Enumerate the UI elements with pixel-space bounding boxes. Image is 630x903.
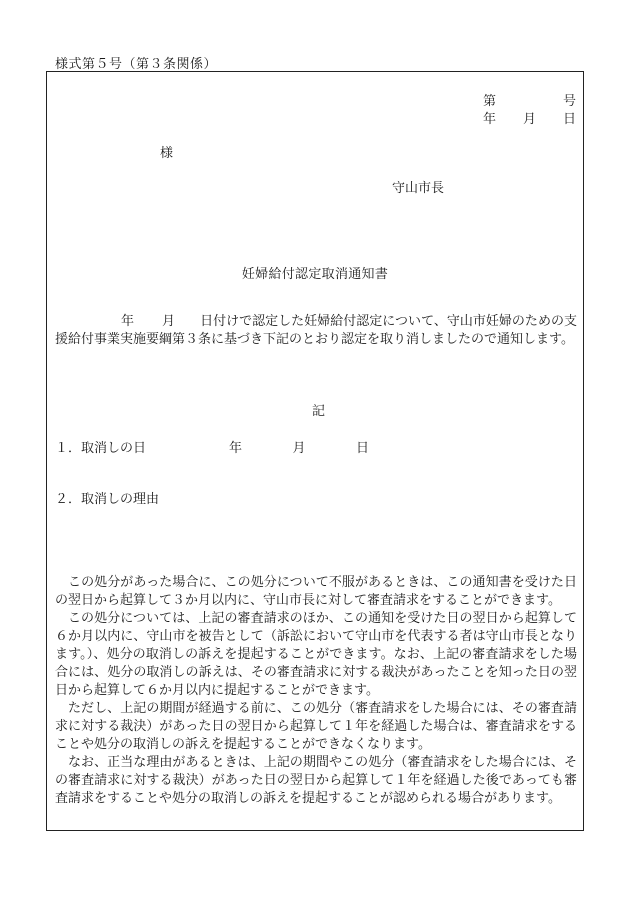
notice-paragraph: この処分があった場合に、この処分について不服があるときは、この通知書を受けた日の翌日から起算して３か月以内に、守山市長に対して審査請求をすることができます。 [55, 575, 577, 608]
item1-month: 月 [292, 441, 306, 456]
appeal-notice [55, 574, 577, 808]
addressee: 様 [160, 146, 174, 161]
ki-heading: 記 [312, 404, 326, 419]
sender: 守山市長 [392, 181, 445, 196]
item1-date-fields [229, 437, 369, 456]
item-cancellation-reason [55, 488, 159, 507]
document-date-row [483, 108, 576, 127]
form-label: 様式第５号（第３条関係） [55, 57, 218, 72]
item-cancellation-date [55, 437, 369, 456]
notice-paragraph: ただし、上記の期間が経過する前に、この処分（審査請求をした場合には、その審査請求に対する裁決）があった日の翌日から起算して１年を経過した場合は、審査請求をすることや処分の取消しの訴えを提起することができなくなります。 [55, 701, 577, 752]
item2-label: ２．取消しの理由 [55, 492, 160, 507]
notice-paragraph: なお、正当な理由があるときは、上記の期間やこの処分（審査請求をした場合には、その審査請求に対する裁決）があった日の翌日から起算して１年を経過した後であっても審査請求をすることや処分の取消しの訴えを提起することが認められる場合があります。 [55, 755, 577, 806]
item1-day: 日 [355, 441, 369, 456]
notice-paragraph: この処分については、上記の審査請求のほか、この通知を受けた日の翌日から起算して６か月以内に、守山市を被告として（訴訟において守山市を代表する者は守山市長となります。）、処分の取消しの訴えを提起することができます。なお、上記の審査請求をした場合には、処分の取消しの訴えは、その審査請求に対する裁決があったことを知った日の翌日から起算して６か月以内に提起することができます。 [55, 611, 577, 698]
document-number-row [483, 90, 576, 109]
date-day: 日 [562, 112, 576, 127]
item1-year: 年 [229, 441, 243, 456]
date-year: 年 [483, 112, 497, 127]
number-prefix: 第 [483, 94, 497, 109]
intro-paragraph [55, 313, 577, 349]
number-suffix: 号 [562, 94, 576, 109]
date-month: 月 [522, 112, 536, 127]
intro-month: 月 [162, 314, 176, 329]
item1-label: １．取消しの日 [55, 441, 147, 456]
intro-year: 年 [121, 314, 135, 329]
intro-body: 日付けで認定した妊婦給付認定について、守山市妊婦のための支援給付事業実施要綱第３条に基づき下記のとおり認定を取り消しましたので通知します。 [55, 314, 577, 347]
document-title: 妊婦給付認定取消通知書 [241, 267, 389, 282]
